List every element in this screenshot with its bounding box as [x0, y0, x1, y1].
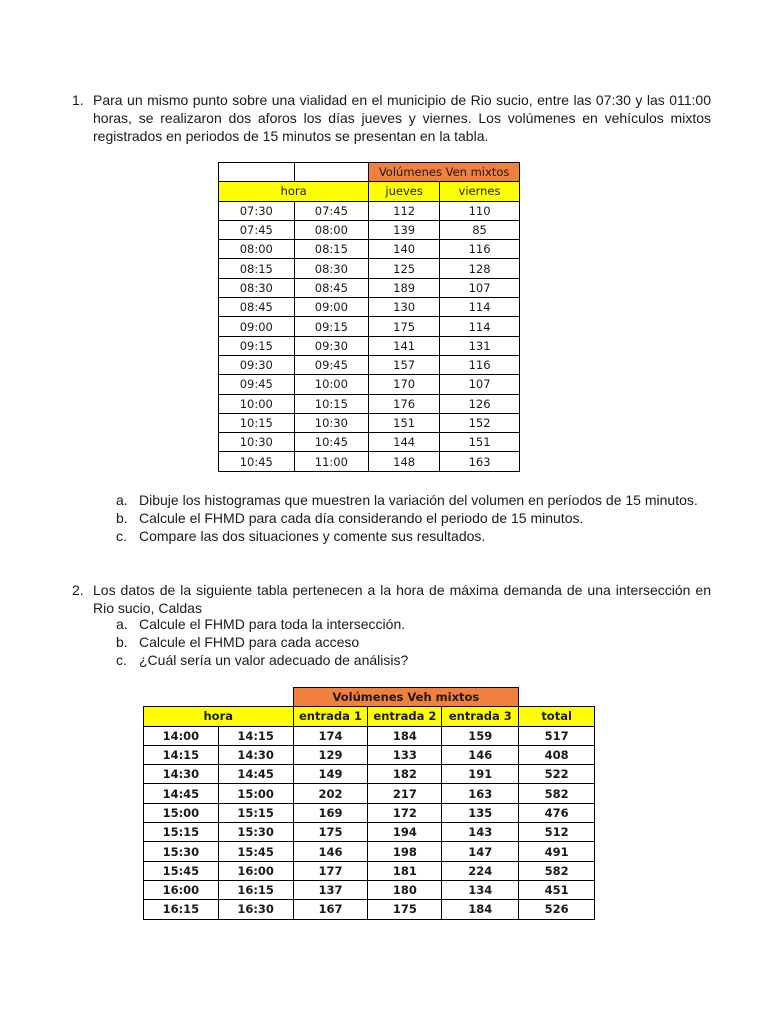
list-item — [116, 615, 711, 633]
table-1-cell-viernes: 116 — [440, 240, 520, 259]
table-1-cell-start: 08:00 — [219, 240, 295, 259]
table-1-cell-end: 10:00 — [294, 375, 369, 394]
table-2-cell-start: 15:15 — [144, 823, 219, 842]
table-1-cell-start: 10:15 — [219, 413, 295, 432]
table-2-cell-entrada-1: 169 — [293, 803, 368, 822]
table-2-cell-start: 15:00 — [144, 803, 219, 822]
table-2-cell-end: 16:00 — [218, 861, 293, 880]
table-1-cell-start: 08:15 — [219, 259, 295, 278]
list-item-letter: c. — [116, 652, 127, 668]
table-2-cell-entrada-3: 184 — [442, 900, 519, 919]
table-row — [144, 765, 595, 784]
table-2-cell-entrada-3: 159 — [442, 726, 519, 745]
list-item-text: Calcule el FHMD para toda la intersección. — [139, 616, 406, 632]
table-1-cell-start: 09:45 — [219, 375, 295, 394]
table-1-cell-viernes: 107 — [440, 375, 520, 394]
table-2-cell-total: 491 — [519, 842, 595, 861]
table-row — [219, 375, 520, 394]
table-row — [144, 803, 595, 822]
table-2-cell-entrada-1: 129 — [293, 745, 368, 764]
table-1-cell-start: 10:45 — [219, 452, 295, 471]
table-2-cell-entrada-2: 133 — [368, 745, 442, 764]
table-2-cell-start: 16:15 — [144, 900, 219, 919]
table-row — [219, 220, 520, 239]
table-1-cell-jueves: 148 — [369, 452, 440, 471]
table-1-cell-viernes: 114 — [440, 317, 520, 336]
list-item-letter: a. — [116, 492, 128, 508]
table-1-cell-end: 10:15 — [294, 394, 369, 413]
table-2-cell-entrada-2: 172 — [368, 803, 442, 822]
table-2-cell-entrada-1: 175 — [293, 823, 368, 842]
table-row — [219, 433, 520, 452]
table-1-cell-start: 07:45 — [219, 220, 295, 239]
table-2-cell-total: 582 — [519, 861, 595, 880]
table-2-cell-end: 16:30 — [218, 900, 293, 919]
table-1-cell-end: 11:00 — [294, 452, 369, 471]
table-2-cell-entrada-1: 149 — [293, 765, 368, 784]
list-item-text: Dibuje los histogramas que muestren la variación del volumen en períodos de 15 minutos. — [139, 492, 698, 508]
table-1-cell-viernes: 110 — [440, 201, 520, 220]
table-2-cell-entrada-3: 147 — [442, 842, 519, 861]
table-2-group-header: Volúmenes Veh mixtos — [293, 688, 519, 707]
table-1-empty-cell — [219, 163, 295, 182]
table-2-cell-entrada-3: 146 — [442, 745, 519, 764]
table-1-cell-viernes: 107 — [440, 278, 520, 297]
table-row — [144, 861, 595, 880]
table-2-cell-entrada-1: 146 — [293, 842, 368, 861]
table-2-cell-total: 512 — [519, 823, 595, 842]
table-1-cell-end: 08:15 — [294, 240, 369, 259]
table-2-cell-entrada-1: 174 — [293, 726, 368, 745]
table-2-cell-entrada-1: 137 — [293, 880, 368, 899]
table-1-cell-jueves: 151 — [369, 413, 440, 432]
table-2-cell-end: 15:30 — [218, 823, 293, 842]
list-item — [116, 633, 711, 651]
table-2-cell-entrada-1: 202 — [293, 784, 368, 803]
table-2-cell-start: 14:30 — [144, 765, 219, 784]
table-2 — [143, 687, 595, 920]
table-row — [219, 413, 520, 432]
table-2-cell-end: 15:15 — [218, 803, 293, 822]
table-2-cell-entrada-2: 181 — [368, 861, 442, 880]
table-1-cell-jueves: 157 — [369, 355, 440, 374]
table-2-cell-start: 14:00 — [144, 726, 219, 745]
table-row — [219, 259, 520, 278]
table-1-cell-jueves: 141 — [369, 336, 440, 355]
table-2-cell-entrada-2: 180 — [368, 880, 442, 899]
question-2-list — [116, 615, 711, 669]
table-row — [219, 201, 520, 220]
table-2-cell-end: 14:45 — [218, 765, 293, 784]
table-2-cell-entrada-2: 184 — [368, 726, 442, 745]
table-2-cell-entrada-3: 163 — [442, 784, 519, 803]
table-2-header-entrada-2: entrada 2 — [368, 707, 442, 726]
question-2-number: 2. — [72, 582, 84, 598]
table-1 — [218, 162, 520, 472]
table-row — [144, 842, 595, 861]
table-2-cell-end: 14:30 — [218, 745, 293, 764]
table-1-cell-jueves: 139 — [369, 220, 440, 239]
table-1-cell-start: 10:00 — [219, 394, 295, 413]
table-1-header-viernes: viernes — [440, 182, 520, 201]
table-row — [219, 452, 520, 471]
table-row — [144, 745, 595, 764]
table-1-cell-end: 09:00 — [294, 298, 369, 317]
table-1-cell-viernes: 152 — [440, 413, 520, 432]
table-2-cell-total: 517 — [519, 726, 595, 745]
table-2-cell-end: 16:15 — [218, 880, 293, 899]
table-2-cell-total: 408 — [519, 745, 595, 764]
table-2-cell-total: 526 — [519, 900, 595, 919]
table-1-cell-end: 10:30 — [294, 413, 369, 432]
list-item-text: Calcule el FHMD para cada acceso — [139, 634, 360, 650]
table-2-cell-entrada-2: 194 — [368, 823, 442, 842]
table-2-header-hora: hora — [144, 707, 294, 726]
table-2-cell-total: 582 — [519, 784, 595, 803]
table-row — [219, 278, 520, 297]
list-item — [116, 651, 711, 669]
question-1-list — [116, 491, 711, 545]
table-2-cell-start: 15:45 — [144, 861, 219, 880]
table-2-cell-entrada-3: 135 — [442, 803, 519, 822]
question-2 — [72, 581, 711, 617]
table-row — [219, 317, 520, 336]
table-row — [144, 880, 595, 899]
list-item-letter: b. — [116, 634, 128, 650]
table-1-cell-start: 08:30 — [219, 278, 295, 297]
table-row — [144, 784, 595, 803]
table-2-cell-end: 15:00 — [218, 784, 293, 803]
table-1-header-hora: hora — [219, 182, 369, 201]
table-2-cell-entrada-3: 143 — [442, 823, 519, 842]
table-1-cell-viernes: 85 — [440, 220, 520, 239]
table-row — [144, 726, 595, 745]
table-2-header-total: total — [519, 707, 595, 726]
list-item-text: ¿Cuál sería un valor adecuado de análisis? — [139, 652, 409, 668]
list-item-letter: c. — [116, 528, 127, 544]
table-1-group-header: Volúmenes Ven mixtos — [369, 163, 520, 182]
table-2-cell-entrada-3: 134 — [442, 880, 519, 899]
list-item — [116, 527, 711, 545]
table-2-cell-start: 14:15 — [144, 745, 219, 764]
table-2-cell-start: 15:30 — [144, 842, 219, 861]
table-1-cell-viernes: 151 — [440, 433, 520, 452]
list-item — [116, 491, 711, 509]
table-1-cell-viernes: 131 — [440, 336, 520, 355]
table-1-cell-jueves: 112 — [369, 201, 440, 220]
table-1-cell-jueves: 176 — [369, 394, 440, 413]
table-2-cell-entrada-2: 217 — [368, 784, 442, 803]
table-1-cell-jueves: 125 — [369, 259, 440, 278]
table-2-cell-total: 522 — [519, 765, 595, 784]
table-1-cell-start: 07:30 — [219, 201, 295, 220]
table-2-cell-start: 14:45 — [144, 784, 219, 803]
table-1-cell-start: 10:30 — [219, 433, 295, 452]
table-1-cell-jueves: 170 — [369, 375, 440, 394]
table-1-header-jueves: jueves — [369, 182, 440, 201]
table-1-cell-end: 08:45 — [294, 278, 369, 297]
table-2-cell-start: 16:00 — [144, 880, 219, 899]
table-2-cell-entrada-1: 167 — [293, 900, 368, 919]
table-2-cell-total: 476 — [519, 803, 595, 822]
table-1-cell-viernes: 126 — [440, 394, 520, 413]
table-2-empty-cell — [144, 688, 219, 707]
table-1-cell-jueves: 130 — [369, 298, 440, 317]
table-1-cell-start: 09:00 — [219, 317, 295, 336]
table-1-cell-jueves: 140 — [369, 240, 440, 259]
list-item-letter: a. — [116, 616, 128, 632]
table-2-cell-end: 14:15 — [218, 726, 293, 745]
table-1-cell-jueves: 189 — [369, 278, 440, 297]
table-2-empty-cell — [519, 688, 595, 707]
table-1-cell-viernes: 163 — [440, 452, 520, 471]
table-1-cell-end: 09:30 — [294, 336, 369, 355]
table-2-cell-entrada-2: 175 — [368, 900, 442, 919]
table-1-cell-jueves: 144 — [369, 433, 440, 452]
table-2-header-entrada-3: entrada 3 — [442, 707, 519, 726]
table-row — [219, 240, 520, 259]
table-2-header-entrada-1: entrada 1 — [293, 707, 368, 726]
table-row — [144, 900, 595, 919]
table-1-cell-end: 09:15 — [294, 317, 369, 336]
table-2-cell-entrada-1: 177 — [293, 861, 368, 880]
table-1-cell-end: 08:30 — [294, 259, 369, 278]
table-1-cell-start: 09:30 — [219, 355, 295, 374]
table-1-cell-end: 09:45 — [294, 355, 369, 374]
table-1-cell-end: 07:45 — [294, 201, 369, 220]
table-1-cell-start: 09:15 — [219, 336, 295, 355]
table-1-cell-viernes: 128 — [440, 259, 520, 278]
table-2-cell-entrada-2: 198 — [368, 842, 442, 861]
question-1-text: Para un mismo punto sobre una vialidad en el municipio de Rio sucio, entre las 07:30 y las 011:00 horas, se realizaron dos aforos los días jueves y viernes. Los volúmenes en vehículos mixtos registrados en periodos de 15 minutos se presentan en la tabla. — [93, 92, 711, 144]
table-row — [219, 336, 520, 355]
table-1-cell-end: 10:45 — [294, 433, 369, 452]
question-2-text: Los datos de la siguiente tabla pertenecen a la hora de máxima demanda de una intersección en Rio sucio, Caldas — [93, 582, 711, 616]
list-item-text: Calcule el FHMD para cada día considerando el periodo de 15 minutos. — [139, 510, 584, 526]
table-row — [219, 394, 520, 413]
list-item — [116, 509, 711, 527]
table-2-empty-cell — [218, 688, 293, 707]
table-1-cell-viernes: 114 — [440, 298, 520, 317]
table-2-cell-entrada-3: 191 — [442, 765, 519, 784]
table-2-cell-total: 451 — [519, 880, 595, 899]
table-2-cell-end: 15:45 — [218, 842, 293, 861]
question-1-number: 1. — [72, 92, 84, 108]
table-1-cell-end: 08:00 — [294, 220, 369, 239]
table-1-cell-start: 08:45 — [219, 298, 295, 317]
table-row — [144, 823, 595, 842]
table-2-cell-entrada-2: 182 — [368, 765, 442, 784]
table-1-empty-cell — [294, 163, 369, 182]
table-1-cell-jueves: 175 — [369, 317, 440, 336]
question-1 — [72, 91, 711, 145]
table-2-cell-entrada-3: 224 — [442, 861, 519, 880]
table-row — [219, 355, 520, 374]
list-item-text: Compare las dos situaciones y comente sus resultados. — [139, 528, 486, 544]
list-item-letter: b. — [116, 510, 128, 526]
table-row — [219, 298, 520, 317]
table-1-cell-viernes: 116 — [440, 355, 520, 374]
